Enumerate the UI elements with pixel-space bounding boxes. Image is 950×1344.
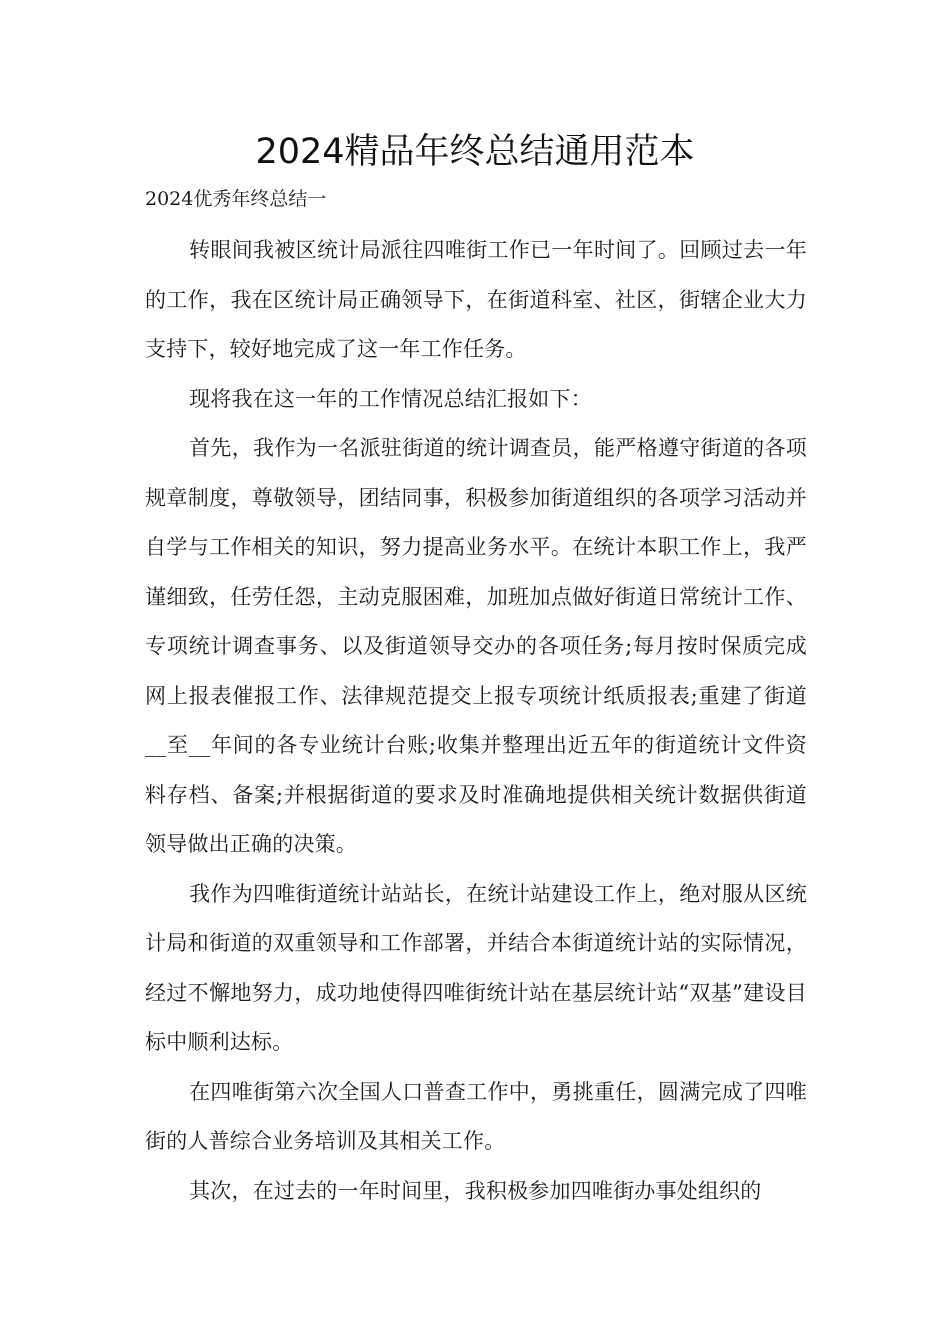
paragraph-station: 我作为四唯街道统计站站长，在统计站建设工作上，绝对服从区统计局和街道的双重领导和工作部署，并结合本街道统计站的实际情况，经过不懈地努力，成功地使得四唯街统计站在基层统计站“双基”建设目标中顺利达标。 (145, 881, 807, 1054)
document-body (145, 226, 807, 1216)
paragraph-intro: 转眼间我被区统计局派往四唯街工作已一年时间了。回顾过去一年的工作，我在区统计局正确领导下，在街道科室、社区，街辖企业大力支持下，较好地完成了这一年工作任务。 (145, 238, 807, 361)
paragraph-census: 在四唯街第六次全国人口普查工作中，勇挑重任，圆满完成了四唯街的人普综合业务培训及其相关工作。 (145, 1079, 807, 1153)
paragraph-report-lead: 现将我在这一年的工作情况总结汇报如下： (189, 386, 592, 411)
document-subtitle: 2024优秀年终总结一 (145, 188, 327, 210)
paragraph-second: 其次，在过去的一年时间里，我积极参加四唯街办事处组织的 (189, 1178, 762, 1203)
document-title: 2024精品年终总结通用范本 (255, 132, 695, 172)
paragraph-first: 首先，我作为一名派驻街道的统计调查员，能严格遵守街道的各项规章制度，尊敬领导，团结同事，积极参加街道组织的各项学习活动并自学与工作相关的知识，努力提高业务水平。在统计本职工作上，我严谨细致，任劳任怨，主动克服困难，加班加点做好街道日常统计工作、专项统计调查事务、以及街道领导交办的各项任务;每月按时保质完成网上报表催报工作、法律规范提交上报专项统计纸质报表;重建了街道__至__年间的各专业统计台账;收集并整理出近五年的街道统计文件资料存档、备案;并根据街道的要求及时准确地提供相关统计数据供街道领导做出正确的决策。 (145, 436, 807, 856)
